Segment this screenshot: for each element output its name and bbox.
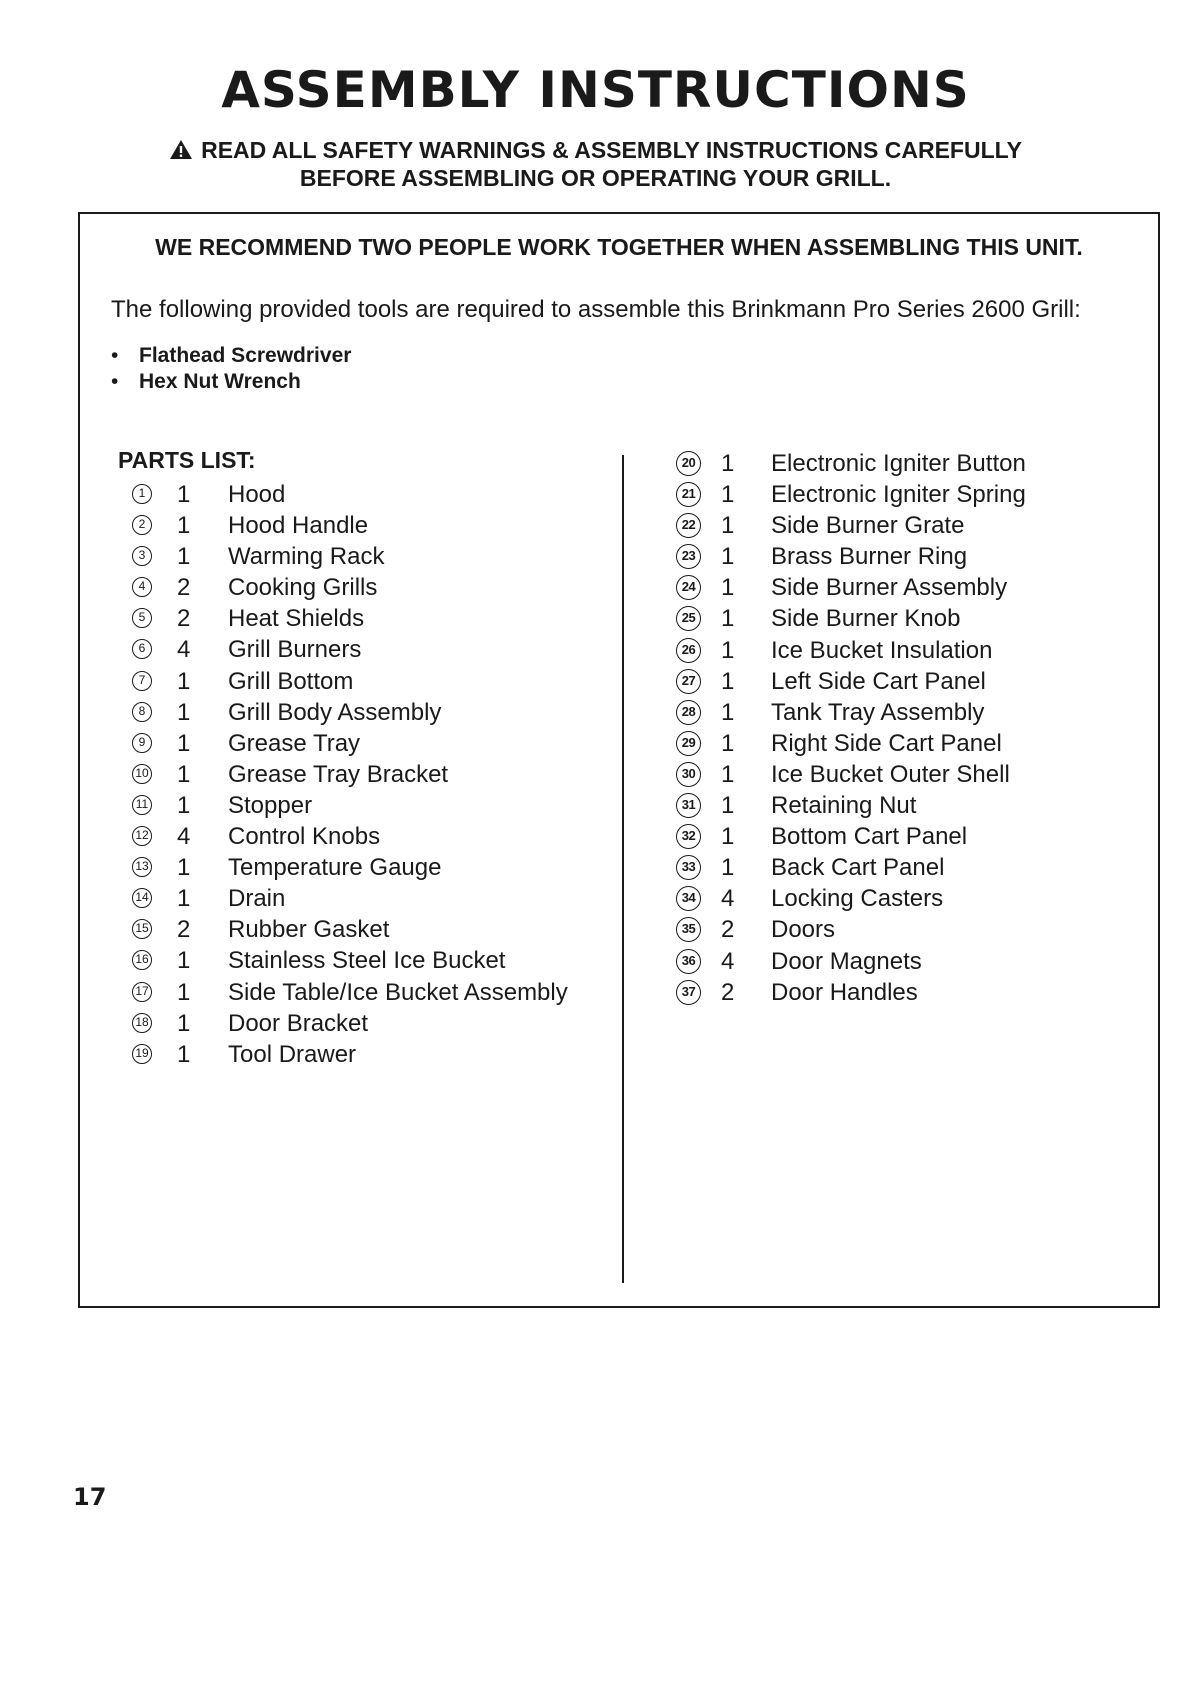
warning-line-2: BEFORE ASSEMBLING OR OPERATING YOUR GRILL. [299,165,892,191]
part-name: Grill Burners [228,636,362,664]
part-name: Ice Bucket Insulation [771,636,993,664]
part-name: Side Burner Knob [771,605,961,633]
parts-list-heading: PARTS LIST: [118,447,256,473]
part-item [676,666,1156,697]
part-item [132,790,612,821]
part-number: 21 [676,482,701,507]
part-number: 8 [132,702,152,722]
tool-label: Hex Nut Wrench [139,370,301,393]
part-item [676,572,1156,603]
part-name: Temperature Gauge [228,854,442,882]
safety-warning [0,136,1191,192]
part-number: 11 [132,795,152,815]
part-quantity: 1 [721,792,735,820]
part-quantity: 2 [177,574,191,602]
part-item [132,728,612,759]
part-name: Rubber Gasket [228,916,390,944]
part-item [676,977,1156,1008]
part-number: 7 [132,671,152,691]
part-quantity: 1 [721,854,735,882]
part-number: 29 [676,731,701,756]
part-name: Grill Body Assembly [228,698,442,726]
part-item [676,697,1156,728]
part-item [676,821,1156,852]
part-item [132,914,612,945]
part-number: 15 [132,919,152,939]
part-number: 9 [132,733,152,753]
part-number: 4 [132,577,152,597]
part-name: Tank Tray Assembly [771,698,985,726]
part-quantity: 1 [177,1009,191,1037]
part-number: 18 [132,1013,152,1033]
part-name: Hood Handle [228,512,369,540]
part-item [676,603,1156,634]
part-number: 6 [132,639,152,659]
part-item [676,883,1156,914]
part-quantity: 1 [177,854,191,882]
part-quantity: 1 [177,698,191,726]
part-number: 19 [132,1044,152,1064]
warning-triangle-icon [169,139,193,160]
part-number: 23 [676,544,701,569]
part-number: 10 [132,764,152,784]
part-number: 36 [676,949,701,974]
part-quantity: 1 [721,574,735,602]
part-name: Ice Bucket Outer Shell [771,760,1010,788]
part-item [676,852,1156,883]
part-quantity: 4 [177,636,191,664]
page-title: ASSEMBLY INSTRUCTIONS [221,61,970,119]
part-name: Grill Bottom [228,667,354,695]
part-quantity: 2 [721,978,735,1006]
part-quantity: 1 [721,823,735,851]
part-quantity: 1 [177,729,191,757]
part-item [676,541,1156,572]
part-number: 28 [676,700,701,725]
tool-label: Flathead Screwdriver [139,344,352,367]
part-name: Locking Casters [771,885,944,913]
part-quantity: 4 [721,947,735,975]
part-name: Side Burner Assembly [771,574,1008,602]
part-quantity: 1 [721,481,735,509]
part-item [676,914,1156,945]
part-name: Brass Burner Ring [771,543,968,571]
part-quantity: 1 [721,698,735,726]
part-item [132,821,612,852]
part-number: 30 [676,762,701,787]
warning-line-1: READ ALL SAFETY WARNINGS & ASSEMBLY INSTRUCTIONS CAREFULLY [201,137,1022,163]
part-quantity: 1 [721,512,735,540]
part-item [676,728,1156,759]
part-number: 13 [132,857,152,877]
part-item [132,883,612,914]
part-name: Control Knobs [228,823,381,851]
part-number: 1 [132,484,152,504]
part-item [132,603,612,634]
part-name: Warming Rack [228,543,385,571]
parts-list-left [132,479,612,1070]
tools-intro: The following provided tools are required to assemble this Brinkmann Pro Series 2600 Grill: [111,296,1081,323]
part-name: Door Handles [771,978,918,1006]
part-item [676,510,1156,541]
part-item [676,946,1156,977]
part-item [132,759,612,790]
part-name: Side Table/Ice Bucket Assembly [228,978,568,1006]
part-quantity: 1 [177,667,191,695]
part-quantity: 1 [721,760,735,788]
part-quantity: 1 [721,543,735,571]
part-name: Stopper [228,791,313,819]
part-quantity: 1 [177,978,191,1006]
part-number: 12 [132,826,152,846]
part-item [132,510,612,541]
part-item [132,697,612,728]
part-item [676,448,1156,479]
part-name: Retaining Nut [771,792,917,820]
part-name: Heat Shields [228,605,365,633]
part-name: Door Magnets [771,947,922,975]
part-item [676,635,1156,666]
tool-item: • Hex Nut Wrench [111,370,301,393]
part-quantity: 1 [721,667,735,695]
part-item [132,572,612,603]
tool-item: • Flathead Screwdriver [111,344,352,367]
part-name: Cooking Grills [228,574,378,602]
part-number: 22 [676,513,701,538]
part-quantity: 1 [177,760,191,788]
part-number: 16 [132,950,152,970]
part-name: Door Bracket [228,1009,369,1037]
part-quantity: 1 [721,605,735,633]
part-number: 35 [676,917,701,942]
part-quantity: 2 [177,605,191,633]
part-number: 37 [676,980,701,1005]
part-quantity: 1 [177,1040,191,1068]
part-name: Tool Drawer [228,1040,357,1068]
page-number: 17 [73,1483,107,1511]
part-number: 5 [132,608,152,628]
part-number: 24 [676,575,701,600]
part-name: Electronic Igniter Button [771,450,1026,477]
part-number: 31 [676,793,701,818]
part-item [132,479,612,510]
part-number: 26 [676,638,701,663]
part-quantity: 4 [177,823,191,851]
part-quantity: 1 [177,791,191,819]
part-quantity: 1 [721,636,735,664]
part-name: Left Side Cart Panel [771,667,986,695]
part-item [132,852,612,883]
part-number: 32 [676,824,701,849]
part-name: Side Burner Grate [771,512,965,540]
part-item [676,759,1156,790]
part-quantity: 1 [177,885,191,913]
part-name: Doors [771,916,836,944]
tools-list [111,343,351,395]
part-item [132,634,612,665]
part-quantity: 1 [177,481,191,508]
part-name: Stainless Steel Ice Bucket [228,947,506,975]
part-number: 3 [132,546,152,566]
part-quantity: 4 [721,885,735,913]
recommendation-heading: WE RECOMMEND TWO PEOPLE WORK TOGETHER WHEN ASSEMBLING THIS UNIT. [155,234,1083,260]
column-divider [622,455,624,1283]
part-number: 34 [676,886,701,911]
part-name: Grease Tray [228,729,361,757]
part-name: Back Cart Panel [771,854,945,882]
part-quantity: 2 [721,916,735,944]
part-name: Electronic Igniter Spring [771,481,1026,509]
part-number: 33 [676,855,701,880]
part-quantity: 2 [177,916,191,944]
part-number: 27 [676,669,701,694]
part-item [676,790,1156,821]
part-item [676,479,1156,510]
part-quantity: 1 [177,543,191,571]
part-item [132,945,612,976]
part-name: Drain [228,885,286,913]
part-quantity: 1 [721,729,735,757]
part-number: 20 [676,451,701,476]
part-number: 2 [132,515,152,535]
part-item [132,977,612,1008]
part-quantity: 1 [177,947,191,975]
part-quantity: 1 [721,450,735,477]
part-name: Bottom Cart Panel [771,823,968,851]
part-name: Hood [228,481,286,508]
part-name: Grease Tray Bracket [228,760,449,788]
part-name: Right Side Cart Panel [771,729,1002,757]
part-item [132,541,612,572]
parts-list-right [676,448,1156,1008]
part-number: 17 [132,982,152,1002]
part-number: 25 [676,606,701,631]
part-number: 14 [132,888,152,908]
part-quantity: 1 [177,512,191,540]
part-item [132,1039,612,1070]
part-item [132,666,612,697]
part-item [132,1008,612,1039]
